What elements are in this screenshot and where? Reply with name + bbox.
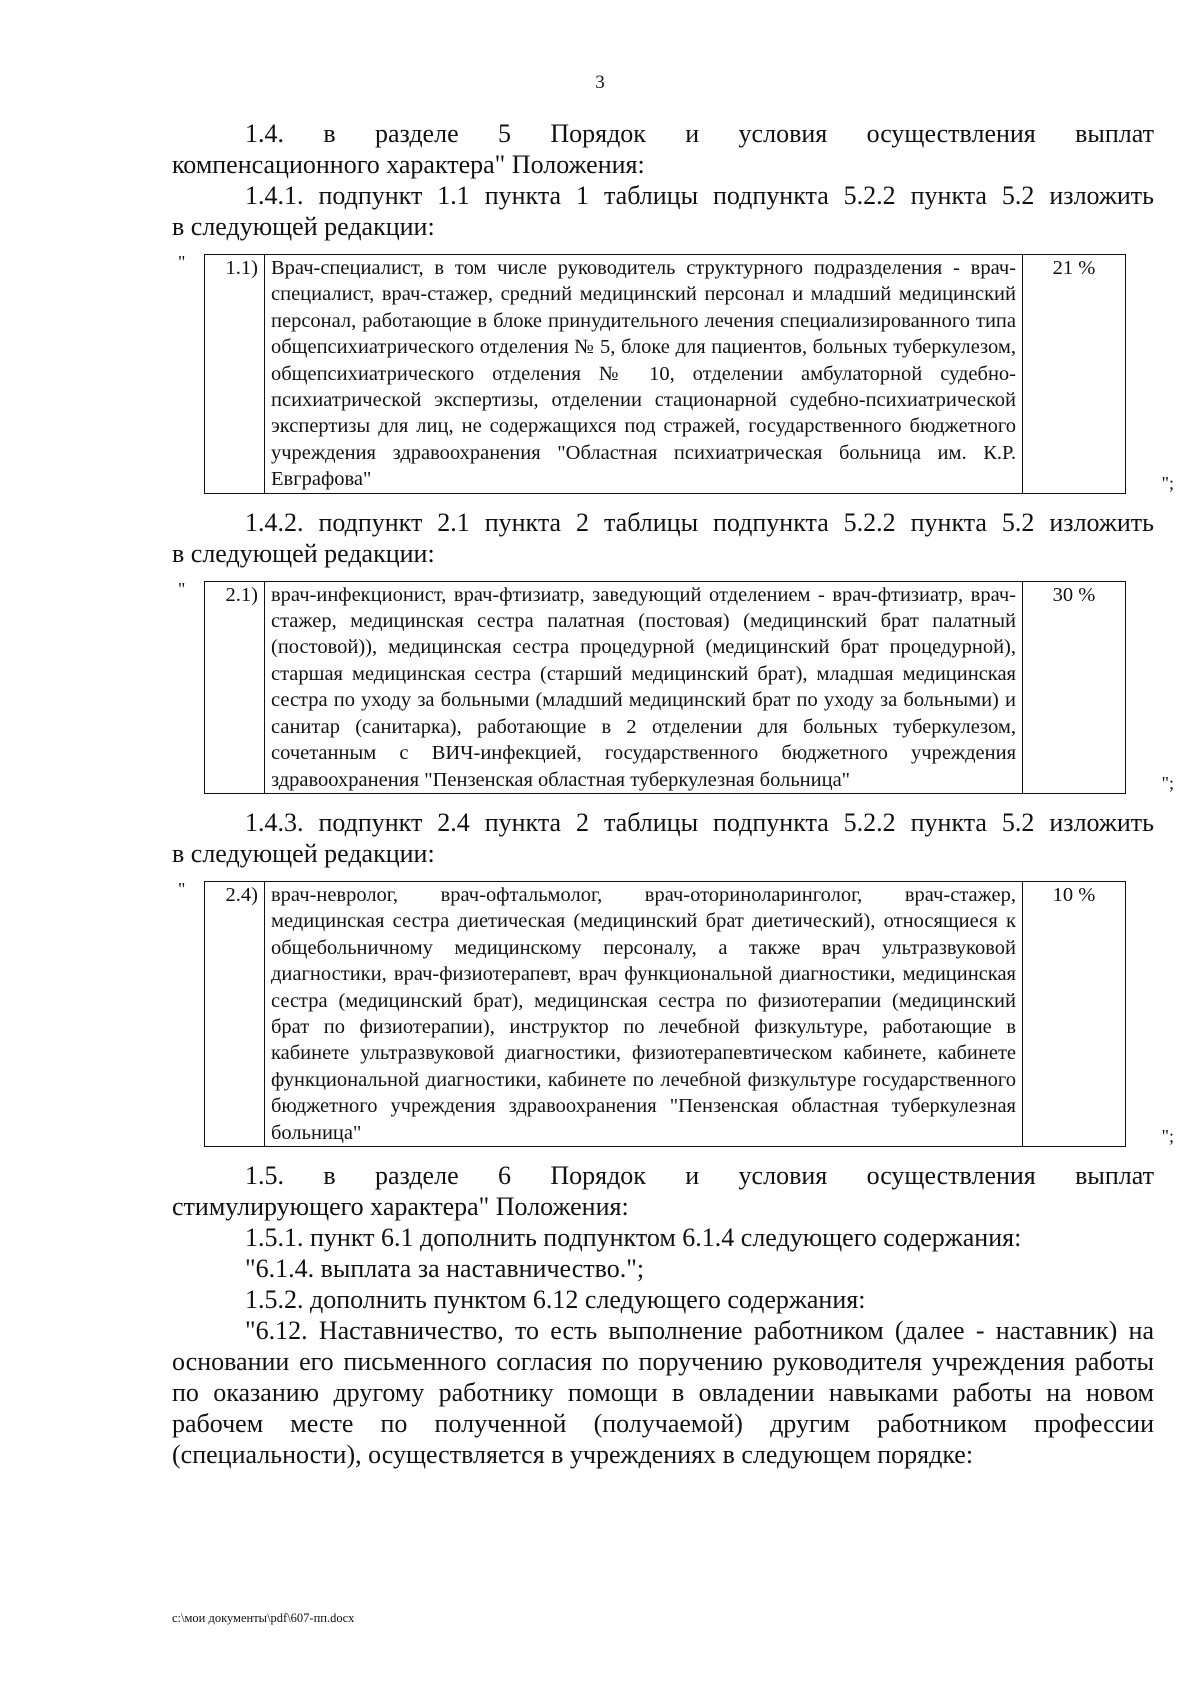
open-quote: " [178,878,186,899]
table-row [205,881,1126,1146]
page-number: 3 [595,72,605,93]
close-quote: "; [1161,472,1174,493]
table-row [205,255,1126,494]
open-quote: " [178,578,186,599]
table-1-1 [204,254,1126,494]
row-text: врач-невролог, врач-офтальмолог, врач-оториноларинголог, врач-стажер, медицинская сестра диетическая (медицинский брат диетический), относящиеся к общебольничному медицинскому персоналу, а также врач ультразвуковой диагностики, врач-физиотерапевт, врач функциональной диагностики, медицинская сестра (медицинский брат), медицинская сестра по физиотерапии (медицинский брат по физиотерапии), инструктор по лечебной физкультуре, работающие в кабинете ультразвуковой диагностики, физиотерапевтическом кабинете, кабинете функциональной диагностики, кабинете по лечебной физкультуре государственного бюджетного учреждения здравоохранения "Пензенская областная туберкулезная больница" [265,881,1023,1146]
row-percent: 10 % [1023,881,1126,1146]
section-1-5-line1: 1.5. в разделе 6 Порядок и условия осуществления выплат [245,1160,1154,1190]
amendment-table-1 [172,252,1174,494]
section-6-1-4: "6.1.4. выплата за наставничество."; [245,1253,645,1283]
section-6-12: "6.12. Наставничество, то есть выполнение работником (далее - наставник) на основании его письменного согласия по поручению руководителя учреждения работы по оказанию другому работнику помощи в овладении навыками работы на новом рабочем месте по полученной (получаемой) другим работником профессии (специальности), осуществляется в учреждениях в следующем порядке: [172,1315,1154,1469]
section-1-5-line2: стимулирующего характера" Положения: [172,1191,629,1221]
section-1-4-line1: 1.4. в разделе 5 Порядок и условия осуществления выплат [245,119,1154,148]
amendment-table-2 [172,578,1174,794]
section-1-4-2-line1: 1.4.2. подпункт 2.1 пункта 2 таблицы подпункта 5.2.2 пункта 5.2 изложить [245,507,1154,537]
row-percent: 30 % [1023,581,1126,793]
section-1-4-2-line2: в следующей редакции: [172,538,435,568]
close-quote: "; [1161,1125,1174,1146]
file-path-footer: c:\мои документы\pdf\607-пп.docx [172,1611,355,1625]
section-1-4-line2: компенсационного характера" Положения: [172,150,645,179]
row-number: 2.1) [205,581,265,793]
row-text: Врач-специалист, в том числе руководитель структурного подразделения - врач-специалист, врач-стажер, средний медицинский персонал и младший медицинский персонал, работающие в блоке принудительного лечения специализированного типа общепсихиатрического отделения № 5, блоке для пациентов, больных туберкулезом, общепсихиатрического отделения № 10, отделении амбулаторной судебно-психиатрической экспертизы, отделении стационарной судебно-психиатрической экспертизы для лиц, не содержащихся под стражей, государственного бюджетного учреждения здравоохранения "Областная психиатрическая больница им. К.Р. Евграфова" [265,255,1023,494]
table-2-4 [204,881,1126,1147]
row-number: 1.1) [205,255,265,494]
row-text: врач-инфекционист, врач-фтизиатр, заведующий отделением - врач-фтизиатр, врач-стажер, медицинская сестра палатная (постовая) (медицинский брат палатный (постовой)), медицинская сестра процедурной (медицинский брат процедурной), старшая медицинская сестра (старший медицинский брат), младшая медицинская сестра по уходу за больными (младший медицинский брат по уходу за больными) и санитар (санитарка), работающие в 2 отделении для больных туберкулезом, сочетанным с ВИЧ-инфекцией, государственного бюджетного учреждения здравоохранения "Пензенская областная туберкулезная больница" [265,581,1023,793]
section-1-5-1: 1.5.1. пункт 6.1 дополнить подпунктом 6.1.4 следующего содержания: [245,1222,1022,1252]
close-quote: "; [1161,772,1174,793]
table-row [205,581,1126,793]
section-1-4-1-line2: в следующей редакции: [172,212,435,241]
section-1-5-2: 1.5.2. дополнить пунктом 6.12 следующего содержания: [245,1284,866,1314]
section-1-4-3-line2: в следующей редакции: [172,838,435,868]
open-quote: " [178,252,186,272]
section-1-4-3-line1: 1.4.3. подпункт 2.4 пункта 2 таблицы подпункта 5.2.2 пункта 5.2 изложить [245,807,1154,837]
row-number: 2.4) [205,881,265,1146]
document-body [172,118,1174,1470]
table-2-1 [204,581,1126,794]
section-1-4-1-line1: 1.4.1. подпункт 1.1 пункта 1 таблицы подпункта 5.2.2 пункта 5.2 изложить [245,181,1154,210]
amendment-table-3 [172,878,1174,1147]
row-percent: 21 % [1023,255,1126,494]
